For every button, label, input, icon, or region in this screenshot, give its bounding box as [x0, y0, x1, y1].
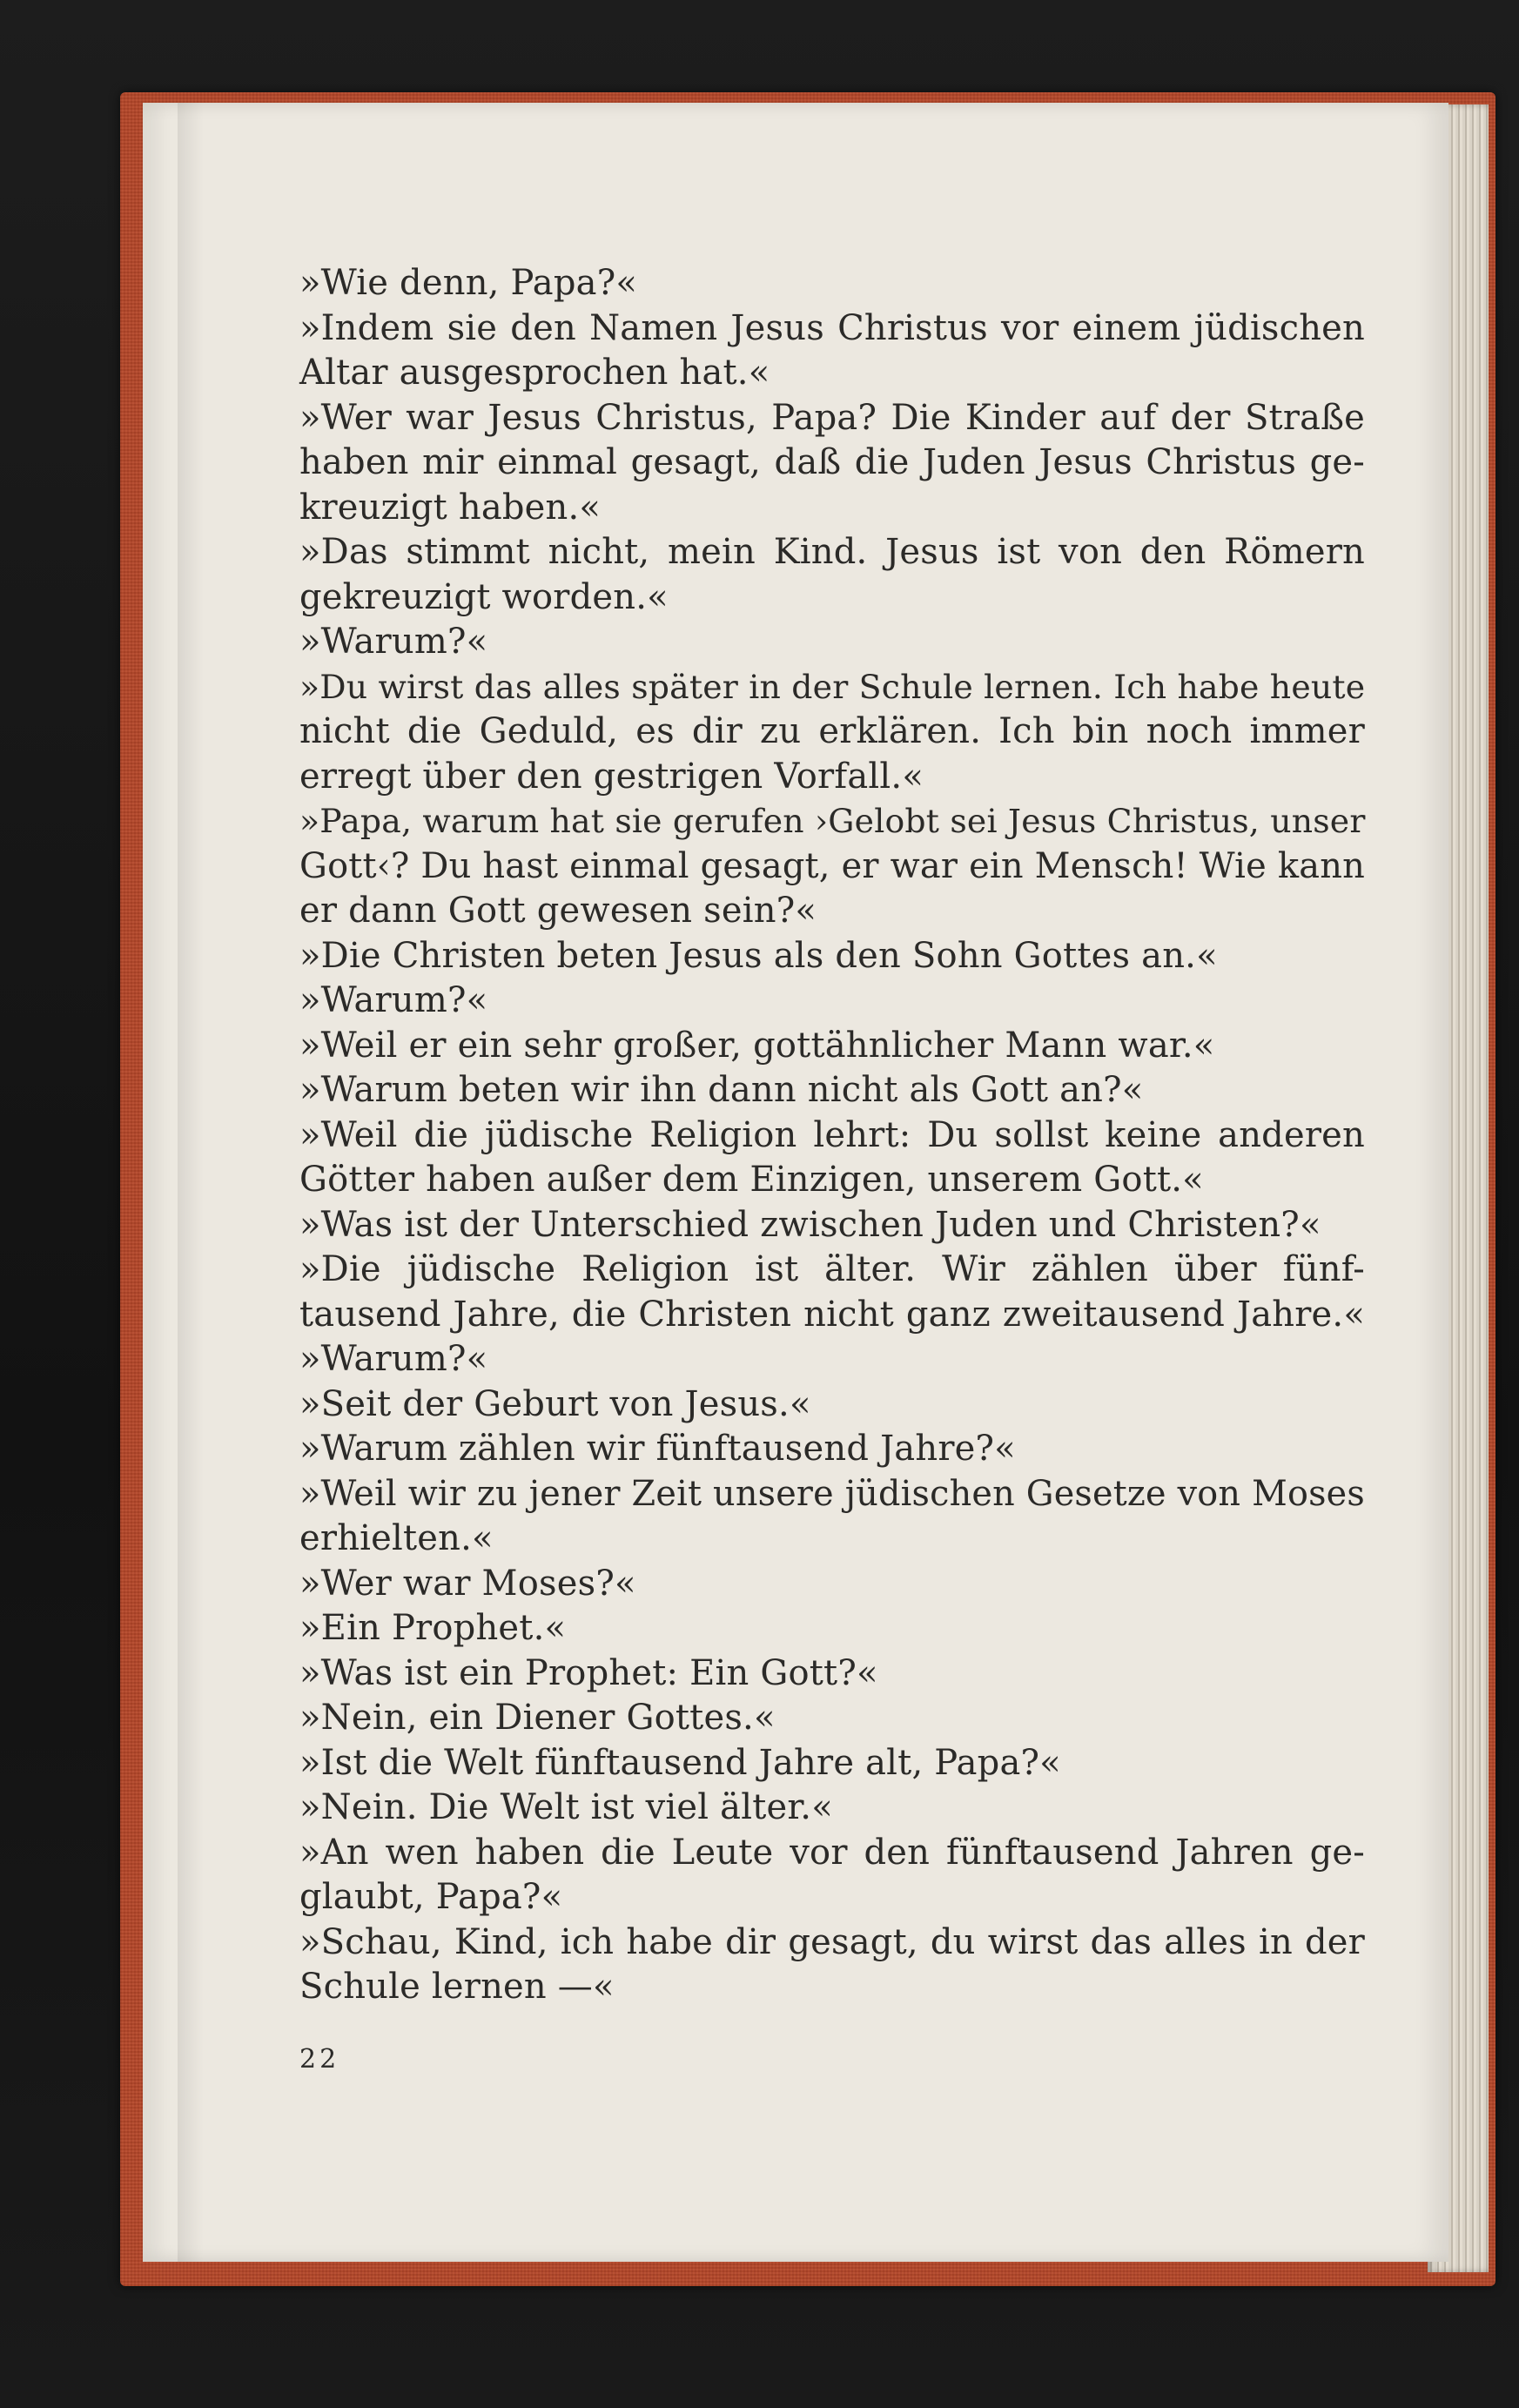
text-line: gekreuzigt worden.« — [299, 576, 669, 617]
text-line: »Wer war Jesus Christus, Papa? Die Kinder auf der Straße — [299, 397, 1365, 438]
text-line: glaubt, Papa?« — [299, 1877, 563, 1917]
text-line: »Die jüdische Religion ist älter. Wir zählen über fünf- — [299, 1249, 1365, 1289]
text-line: Gott‹? Du hast einmal gesagt, er war ein Mensch! Wie kann — [299, 845, 1365, 886]
text-line: erhielten.« — [299, 1518, 494, 1558]
text-line: »Ist die Welt fünftausend Jahre alt, Papa?« — [299, 1742, 1061, 1783]
page-text — [299, 261, 1365, 2010]
text-line: »Die Christen beten Jesus als den Sohn Gottes an.« — [299, 935, 1218, 976]
text-line: »Nein, ein Diener Gottes.« — [299, 1698, 776, 1738]
text-line: »Warum beten wir ihn dann nicht als Gott an?« — [299, 1070, 1144, 1110]
text-line: »Was ist der Unterschied zwischen Juden und Christen?« — [299, 1204, 1321, 1245]
text-line: Altar ausgesprochen hat.« — [299, 353, 770, 393]
text-line: Götter haben außer dem Einzigen, unserem Gott.« — [299, 1160, 1204, 1200]
text-line: tausend Jahre, die Christen nicht ganz zweitausend Jahre.« — [299, 1294, 1365, 1335]
text-line: »An wen haben die Leute vor den fünftausend Jahren ge- — [299, 1832, 1365, 1873]
text-line: »Warum?« — [299, 1339, 488, 1379]
text-line: haben mir einmal gesagt, daß die Juden Jesus Christus ge- — [299, 442, 1365, 482]
text-line: »Was ist ein Prophet: Ein Gott?« — [299, 1652, 878, 1693]
text-line: »Warum zählen wir fünftausend Jahre?« — [299, 1429, 1016, 1469]
text-line: »Du wirst das alles später in der Schule lernen. Ich habe heute — [299, 667, 1366, 706]
text-line: »Ein Prophet.« — [299, 1608, 567, 1648]
page-number: 22 — [299, 2044, 340, 2075]
text-line: kreuzigt haben.« — [299, 487, 602, 528]
text-line: »Das stimmt nicht, mein Kind. Jesus ist von den Römern — [299, 532, 1365, 572]
text-line: er dann Gott gewesen sein?« — [299, 891, 817, 931]
text-line: »Warum?« — [299, 622, 488, 662]
text-line: »Wie denn, Papa?« — [299, 263, 638, 303]
text-line: »Weil er ein sehr großer, gottähnlicher Mann war.« — [299, 1025, 1215, 1066]
text-line: nicht die Geduld, es dir zu erklären. Ich bin noch immer — [299, 711, 1365, 751]
text-line: »Seit der Geburt von Jesus.« — [299, 1383, 811, 1424]
text-line: »Warum?« — [299, 980, 488, 1020]
text-line: »Papa, warum hat sie gerufen ›Gelobt sei Jesus Christus, unser — [299, 802, 1366, 840]
text-line: »Schau, Kind, ich habe dir gesagt, du wirst das alles in der — [299, 1921, 1365, 1962]
text-line: »Weil wir zu jener Zeit unsere jüdischen Gesetze von Moses — [299, 1473, 1365, 1514]
text-line: »Wer war Moses?« — [299, 1563, 636, 1604]
text-line: erregt über den gestrigen Vorfall.« — [299, 756, 924, 797]
page-gutter — [178, 103, 204, 2262]
text-line: »Weil die jüdische Religion lehrt: Du sollst keine anderen — [299, 1114, 1365, 1155]
text-line: »Indem sie den Namen Jesus Christus vor einem jüdischen — [299, 307, 1365, 348]
text-line: Schule lernen —« — [299, 1967, 615, 2007]
text-line: »Nein. Die Welt ist viel älter.« — [299, 1787, 833, 1827]
